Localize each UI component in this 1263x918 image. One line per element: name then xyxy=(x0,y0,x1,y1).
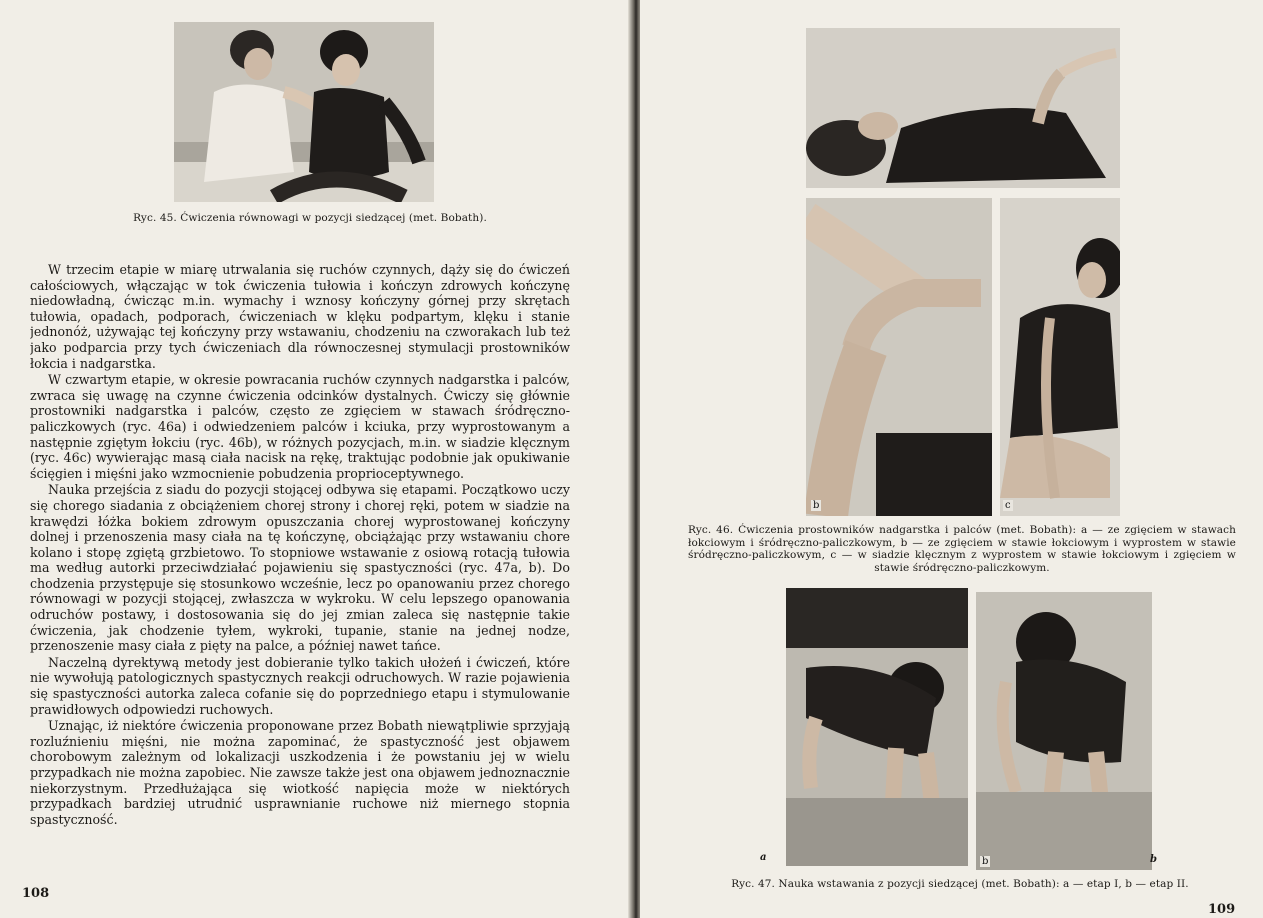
figure-46a-photo xyxy=(806,28,1120,188)
figure-47a-photo xyxy=(786,588,968,866)
figure-47b-image xyxy=(976,592,1152,870)
page-number-left: 108 xyxy=(22,886,50,901)
figure-46a-image xyxy=(806,28,1120,188)
figure-45-photo xyxy=(174,22,434,202)
paragraph: W trzecim etapie w miarę utrwalania się ruchów czynnych, dąży się do ćwiczeń całościowych, włączając w tok ćwiczenia tułowia i kończyn zdrowych kończynę niedowładną, ćwicząc m.in. wymachy i wznosy kończyny górnej przy skrętach tułowia, opadach, podporach, ćwiczeniach w klęku podpartym, klęku i stanie jednonóż, używając tej kończyny przy wstawaniu, chodzeniu na czworakach lub też jako podparcia przy tych ćwiczeniach dla równoczesnej stymulacji prostowników łokcia i nadgarstka. xyxy=(30,262,570,371)
figure-46-caption: Ryc. 46. Ćwiczenia prostowników nadgarstka i palców (met. Bobath): a — ze zgięciem w stawach łokciowym i śródręczno-paliczkowym, b — ze zgięciem w stawie łokciowym i wyprostem w stawie śródręczno-paliczkowym, c — w siadzie klęcznym z wyprostem w stawie łokciowym i zgięciem w stawie śródręczno-paliczkowym. xyxy=(688,524,1236,574)
figure-47-caption: Ryc. 47. Nauka wstawania z pozycji siedzącej (met. Bobath): a — etap I, b — etap II. xyxy=(731,878,1189,890)
paragraph: W czwartym etapie, w okresie powracania ruchów czynnych nadgarstka i palców, zwraca się uwagę na czynne ćwiczenia odcinków dystalnych. Ćwiczy się głównie prostowniki nadgarstka i palców, często ze zgięciem w stawach śródręczno-paliczkowych (ryc. 46a) i odwiedzeniem palców i kciuka, przy wyprostowanym a następnie zgiętym łokciu (ryc. 46b), w różnych pozycjach, m.in. w siadzie klęcznym (ryc. 46c) wywierając masą ciała nacisk na rękę, traktując podobnie jak opukiwanie ścięgien i mięśni jako wzmocnienie pobudzenia proprioceptywnego. xyxy=(30,372,570,481)
figure-45-image xyxy=(174,22,434,202)
figure-46-letter-b: b xyxy=(813,500,820,511)
page-number-right: 109 xyxy=(1208,902,1236,917)
paragraph: Naczelną dyrektywą metody jest dobieranie tylko takich ułożeń i ćwiczeń, które nie wywołują patologicznych spastycznych reakcji odruchowych. W razie pojawienia się spastyczności autorka zaleca cofanie się do poprzedniego etapu i stymulowanie prawidłowych odpowiedzi ruchowych. xyxy=(30,654,570,717)
figure-46b-photo xyxy=(806,198,992,516)
figure-47-letter-a: a xyxy=(760,852,767,863)
figure-47a-image xyxy=(786,588,968,866)
figure-46c-photo xyxy=(1000,198,1120,516)
paragraph: Uznając, iż niektóre ćwiczenia proponowane przez Bobath niewątpliwie sprzyjają rozluźnieniu mięśni, nie można zapominać, że spastyczność jest objawem chorobowym zależnym od lokalizacji uszkodzenia i że powstaniu jej w wielu przypadkach nie można zapobiec. Nie zawsze także jest ona objawem jednoznacznie niekorzystnym. Przedłużająca się wiotkość napięcia może w niektórych przypadkach bardziej utrudnić usprawnianie ruchowe niż miernego stopnia spastyczność. xyxy=(30,718,570,827)
body-text xyxy=(30,262,570,880)
figure-45-caption: Ryc. 45. Ćwiczenia równowagi w pozycji siedzącej (met. Bobath). xyxy=(133,212,487,224)
right-page xyxy=(640,0,1263,918)
paragraph: Nauka przejścia z siadu do pozycji stojącej odbywa się etapami. Początkowo uczy się chorego siadania z obciążeniem chorej strony i chorej ręki, potem w siadzie na krawędzi łóżka bokiem zdrowym opuszczania chorej wyprostowanej kończyny dolnej i przenoszenia masy ciała na tę kończynę, obciążając przy wstawaniu chore kolano i stopę zgiętą grzbietowo. To stopniowe wstawanie z osiową rotacją tułowia ma według autorki przeciwdziałać pojawieniu się spastyczności (ryc. 47a, b). Do chodzenia przystępuje się stosunkowo wcześnie, lecz po opanowaniu przez chorego równowagi w pozycji stojącej, zwłaszcza w wykroku. W celu lepszego opanowania odruchów postawy, i dostosowania się do jej zmian zaleca się następnie takie ćwiczenia, jak chodzenie tyłem, wykroki, tupanie, stanie na jednej nodze, przenoszenie masy ciała z pięty na palce, a później nawet tańce. xyxy=(30,482,570,654)
figure-47b-inner-letter-b: b xyxy=(982,856,989,867)
figure-46c-image xyxy=(1000,198,1120,516)
figure-46b-image xyxy=(806,198,992,516)
figure-46-letter-c: c xyxy=(1005,500,1011,511)
figure-47b-photo xyxy=(976,592,1152,870)
figure-47-letter-b: b xyxy=(1150,854,1157,865)
